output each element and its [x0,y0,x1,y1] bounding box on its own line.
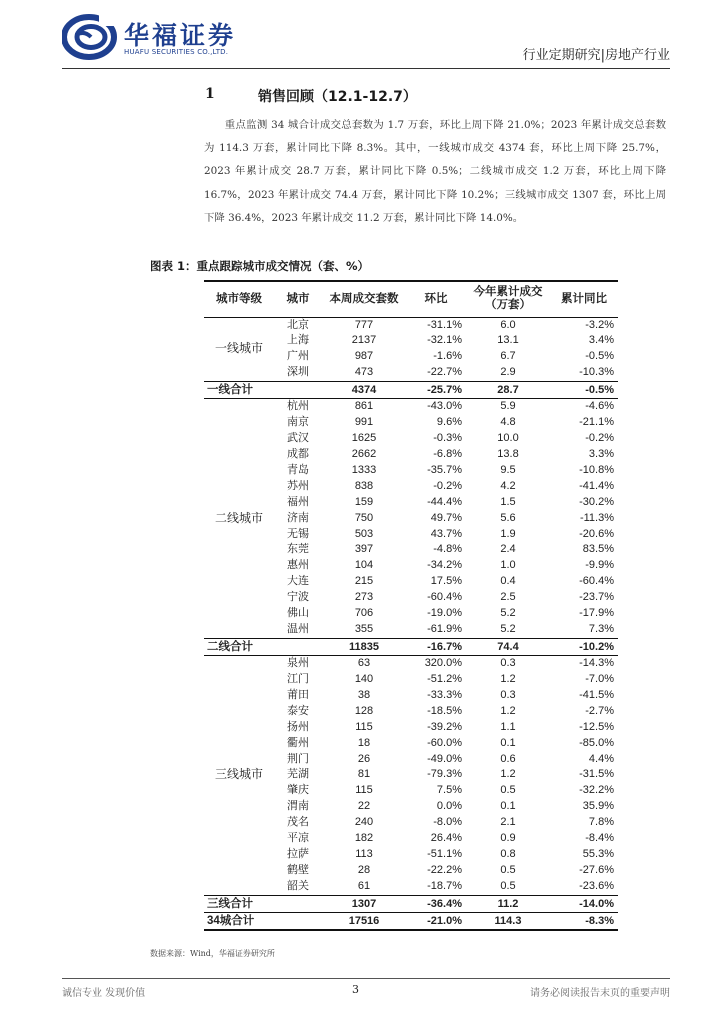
cell-wow: -60.4% [427,591,462,604]
cell-yoy: -27.6% [579,863,614,876]
cell-city: 北京 [287,318,309,331]
cell-wow: 17.5% [430,575,462,588]
section-number: 1 [205,86,215,102]
cell-wow: 49.7% [430,511,462,524]
cell-yoy: -32.2% [579,784,614,797]
table-row [204,399,618,415]
cell-ytd: 28.7 [466,382,550,399]
cell-weekly-units: 22 [357,800,371,813]
cell-weekly-units: 706 [354,607,374,620]
cell-ytd: 2.5 [500,591,516,604]
cell-yoy: -10.3% [579,366,614,379]
cell-city: 荆门 [287,752,309,765]
cell-ytd: 10.0 [497,432,519,445]
cell-ytd: 5.9 [500,400,516,413]
cell-yoy: -23.7% [579,591,614,604]
cell-yoy: -11.3% [579,511,614,524]
section-title: 销售回顾（12.1-12.7） [258,89,417,105]
cell-wow: -44.4% [427,495,462,508]
cell-weekly-units: 991 [354,416,374,429]
cell-weekly-units: 28 [357,863,371,876]
cell-wow: -79.3% [427,768,462,781]
grand-total-row [204,912,618,930]
cell-wow: -60.0% [427,736,462,749]
cell-city: 南京 [287,416,309,429]
cell-ytd: 0.5 [500,863,516,876]
cell-city: 芜湖 [287,768,309,781]
cell-city: 莆田 [287,688,309,701]
cell-wow: -35.7% [427,463,462,476]
cell-yoy: -3.2% [585,318,614,331]
table-row [204,317,618,333]
cell-yoy: 7.3% [588,623,614,636]
cell-weekly-units: 1625 [351,432,377,445]
cell-yoy: -31.5% [579,768,614,781]
cell-weekly-units: 503 [354,527,374,540]
data-source-note: 数据来源：Wind，华福证券研究所 [150,949,275,958]
cell-ytd: 1.9 [500,527,516,540]
cell-wow: -34.2% [427,559,462,572]
cell-wow: -33.3% [427,688,462,701]
cell-ytd: 1.1 [500,720,516,733]
cell-yoy: -0.2% [585,432,614,445]
cell-yoy: 55.3% [582,848,614,860]
cell-weekly-units: 182 [354,832,374,845]
cell-city: 温州 [287,623,309,636]
cell-city: 东莞 [287,543,309,556]
cell-ytd: 4.8 [500,416,516,429]
cell-weekly-units: 473 [354,366,374,379]
cell-ytd: 5.2 [500,607,516,620]
cell-city: 佛山 [287,607,309,620]
cell-weekly-units: 355 [354,623,374,636]
cell-weekly-units: 1333 [351,463,377,476]
cell-wow: -43.0% [427,400,462,413]
subtotal-row [204,638,618,655]
cell-city: 杭州 [287,400,309,413]
cell-yoy: -23.6% [579,879,614,892]
cell-ytd: 5.2 [500,623,516,636]
cell-wow: -51.2% [427,673,462,686]
cell-ytd: 1.2 [500,673,516,686]
cell-ytd: 0.1 [500,800,516,813]
cell-wow: 0.0% [436,800,462,813]
cell-city: 江门 [287,673,309,686]
cell-wow: -32.1% [427,334,462,347]
cell-wow: -21.0% [406,912,466,930]
cell-yoy: -8.3% [550,912,618,930]
section-paragraph: 重点监测 34 城合计成交总套数为 1.7 万套，环比上周下降 21.0%；2023 年累计成交总套数为 114.3 万套，累计同比下降 8.3%。其中，一线城市成交 4374 套，环比上周下降 25.7%，2023 年累计成交 28.7 万套，累计同比下降 0.5%；二线城市成交 1.2 万套，环比上周下降 16.7%，2023 年累计成交 74.4 万套，累计同比下降 10.2%；三线城市成交 1307 套，环比上周下降 36.4%，2023 年累计成交 11.2 万套，累计同比下降 14.0%。 [204,119,666,224]
cell-ytd: 0.6 [500,752,516,765]
cell-city: 宁波 [287,591,309,604]
cell-city: 成都 [287,448,309,461]
cell-city: 无锡 [287,527,309,540]
cell-weekly-units: 18 [357,736,371,749]
cell-total-label: 一线合计 [204,382,322,399]
cell-wow: -6.8% [433,448,462,461]
cell-wow: 320.0% [424,657,462,670]
cell-ytd: 0.1 [500,736,516,749]
cell-ytd: 1.2 [500,704,516,717]
figure-title: 图表 1：重点跟踪城市成交情况（套、%） [150,259,370,273]
cell-wow: -4.8% [433,543,462,556]
cell-ytd: 2.9 [500,366,516,379]
cell-ytd: 0.4 [500,575,516,588]
cell-wow: -22.7% [427,366,462,379]
cell-wow: -19.0% [427,607,462,620]
header-divider [62,68,670,69]
cell-weekly-units: 104 [354,559,374,572]
cell-city: 鹤壁 [287,863,309,876]
footer-slogan: 诚信专业 发现价值 [62,988,146,999]
cell-yoy: -85.0% [579,736,614,749]
cell-ytd: 0.8 [500,848,516,860]
cell-wow: -51.1% [427,848,462,860]
cell-tier: 一线城市 [214,341,263,356]
cell-ytd: 0.3 [500,657,516,670]
cell-weekly-units: 215 [354,575,374,588]
cell-city: 茂名 [287,816,309,829]
cell-tier: 二线城市 [214,510,263,525]
cell-yoy: -12.5% [579,720,614,733]
cell-yoy: -10.8% [579,463,614,476]
cell-ytd: 0.3 [500,688,516,701]
cell-ytd: 1.2 [500,768,516,781]
cell-ytd: 2.1 [500,816,516,829]
cell-weekly-units: 115 [355,720,373,733]
cell-city: 扬州 [287,720,309,733]
cell-yoy: -10.2% [550,638,618,655]
col-header-city: 城市 [286,292,310,305]
cell-yoy: -20.6% [579,527,614,540]
cell-ytd: 6.0 [500,318,516,331]
cell-wow: 9.6% [436,416,462,429]
cell-yoy: 7.8% [588,816,614,829]
cell-ytd: 11.2 [466,895,550,912]
cell-city: 拉萨 [287,848,309,860]
cell-wow: -25.7% [406,382,466,399]
cell-wow: -18.5% [427,704,462,717]
cell-yoy: 35.9% [582,800,614,813]
subtotal-row [204,382,618,399]
cell-wow: -0.2% [433,479,462,492]
cell-ytd: 4.2 [500,479,516,492]
cell-weekly-units: 397 [354,543,374,556]
cell-city: 福州 [287,495,309,508]
cell-weekly-units: 159 [354,495,374,508]
cell-weekly-units: 81 [357,768,371,781]
footer-disclaimer: 请务必阅读报告末页的重要声明 [530,988,670,999]
logo-chinese-name: 华福证券 [124,21,237,50]
cell-city: 渭南 [287,800,309,813]
cell-yoy: -41.5% [579,688,614,701]
cell-wow: -31.1% [427,318,462,331]
report-category: 行业定期研究|房地产行业 [522,48,670,63]
cell-wow: 43.7% [430,527,462,540]
cell-ytd: 13.1 [497,334,519,347]
cell-weekly-units: 140 [354,673,374,686]
cell-city: 泉州 [287,657,309,670]
cell-city: 泰安 [287,704,309,717]
cell-ytd: 2.4 [500,543,516,556]
cell-city: 广州 [287,350,309,363]
cell-weekly-units: 38 [357,688,371,701]
cell-weekly-units: 2137 [351,334,377,347]
cell-tier: 三线城市 [214,767,263,782]
cell-wow: -0.3% [433,432,462,445]
cell-city: 大连 [287,575,309,588]
company-logo [62,14,262,60]
cell-wow: -8.0% [433,816,462,829]
cell-yoy: -0.5% [550,382,618,399]
cell-ytd: 74.4 [466,638,550,655]
cell-total-label: 二线合计 [204,638,322,655]
cell-weekly-units: 4374 [322,382,406,399]
cell-city: 肇庆 [287,784,309,797]
cell-yoy: -2.7% [585,704,614,717]
cell-weekly-units: 1307 [322,895,406,912]
cell-ytd: 6.7 [500,350,516,363]
cell-wow: -16.7% [406,638,466,655]
cell-yoy: -30.2% [579,495,614,508]
cell-total-label: 34城合计 [204,912,322,930]
cell-wow: -36.4% [406,895,466,912]
cell-city: 平凉 [287,832,309,845]
cell-ytd: 1.5 [500,495,516,508]
logo-swirl-icon [62,14,118,60]
cell-yoy: -17.9% [579,607,614,620]
table-row [204,656,618,672]
cell-weekly-units: 273 [354,591,374,604]
cell-ytd: 5.6 [500,511,516,524]
page-number: 3 [352,983,359,996]
cell-wow: -49.0% [427,752,462,765]
cell-ytd: 9.5 [500,463,516,476]
cell-weekly-units: 987 [354,350,374,363]
cell-yoy: -9.9% [585,559,614,572]
cell-ytd: 0.5 [500,879,516,892]
cell-wow: 7.5% [436,784,462,797]
cell-city: 青岛 [287,463,309,476]
cell-weekly-units: 777 [354,318,374,331]
cell-yoy: -14.0% [550,895,618,912]
cell-wow: -39.2% [427,720,462,733]
cell-weekly-units: 17516 [322,912,406,930]
cell-city: 深圳 [287,366,309,379]
cell-city: 上海 [287,334,309,347]
city-transactions-table [204,280,618,931]
cell-weekly-units: 61 [357,879,371,892]
cell-weekly-units: 750 [354,511,374,524]
cell-ytd: 0.5 [500,784,516,797]
cell-ytd: 13.8 [497,448,519,461]
cell-yoy: -8.4% [585,832,614,845]
cell-weekly-units: 26 [357,752,371,765]
cell-weekly-units: 113 [355,848,373,860]
cell-weekly-units: 861 [354,400,374,413]
cell-weekly-units: 2662 [351,448,377,461]
cell-city: 济南 [287,511,309,524]
footer-divider [62,978,670,979]
col-header-wow: 环比 [424,292,448,305]
cell-yoy: -60.4% [579,575,614,588]
cell-yoy: -14.3% [579,657,614,670]
cell-ytd: 1.0 [500,559,516,572]
cell-wow: -61.9% [427,623,462,636]
cell-city: 惠州 [287,559,309,572]
cell-weekly-units: 115 [355,784,373,797]
cell-yoy: -21.1% [579,416,614,429]
cell-total-label: 三线合计 [204,895,322,912]
cell-wow: 26.4% [430,832,462,845]
cell-weekly-units: 240 [354,816,374,829]
col-header-ytd: 今年累计成交（万套） [473,286,543,312]
cell-yoy: 3.3% [588,448,614,461]
logo-english-name: HUAFU SECURITIES CO.,LTD. [124,48,229,56]
cell-weekly-units: 128 [354,704,374,717]
cell-city: 武汉 [287,432,309,445]
cell-city: 韶关 [287,879,309,892]
cell-wow: -1.6% [433,350,462,363]
cell-ytd: 0.9 [500,832,516,845]
col-header-yoy: 累计同比 [561,292,607,305]
cell-yoy: -7.0% [585,673,614,686]
subtotal-row [204,895,618,912]
cell-yoy: 3.4% [588,334,614,347]
cell-weekly-units: 838 [354,479,374,492]
cell-wow: -22.2% [427,863,462,876]
cell-wow: -18.7% [427,879,462,892]
cell-yoy: -0.5% [585,350,614,363]
cell-city: 衢州 [287,736,309,749]
table-header-row [204,281,618,317]
cell-weekly-units: 63 [357,657,371,670]
cell-yoy: 4.4% [588,752,614,765]
cell-yoy: -4.6% [585,400,614,413]
col-header-weekly-units: 本周成交套数 [329,292,399,305]
cell-yoy: -41.4% [579,479,614,492]
cell-ytd: 114.3 [466,912,550,930]
cell-weekly-units: 11835 [322,638,406,655]
col-header-tier: 城市等级 [216,292,262,305]
cell-city: 苏州 [287,479,309,492]
cell-yoy: 83.5% [582,543,614,556]
